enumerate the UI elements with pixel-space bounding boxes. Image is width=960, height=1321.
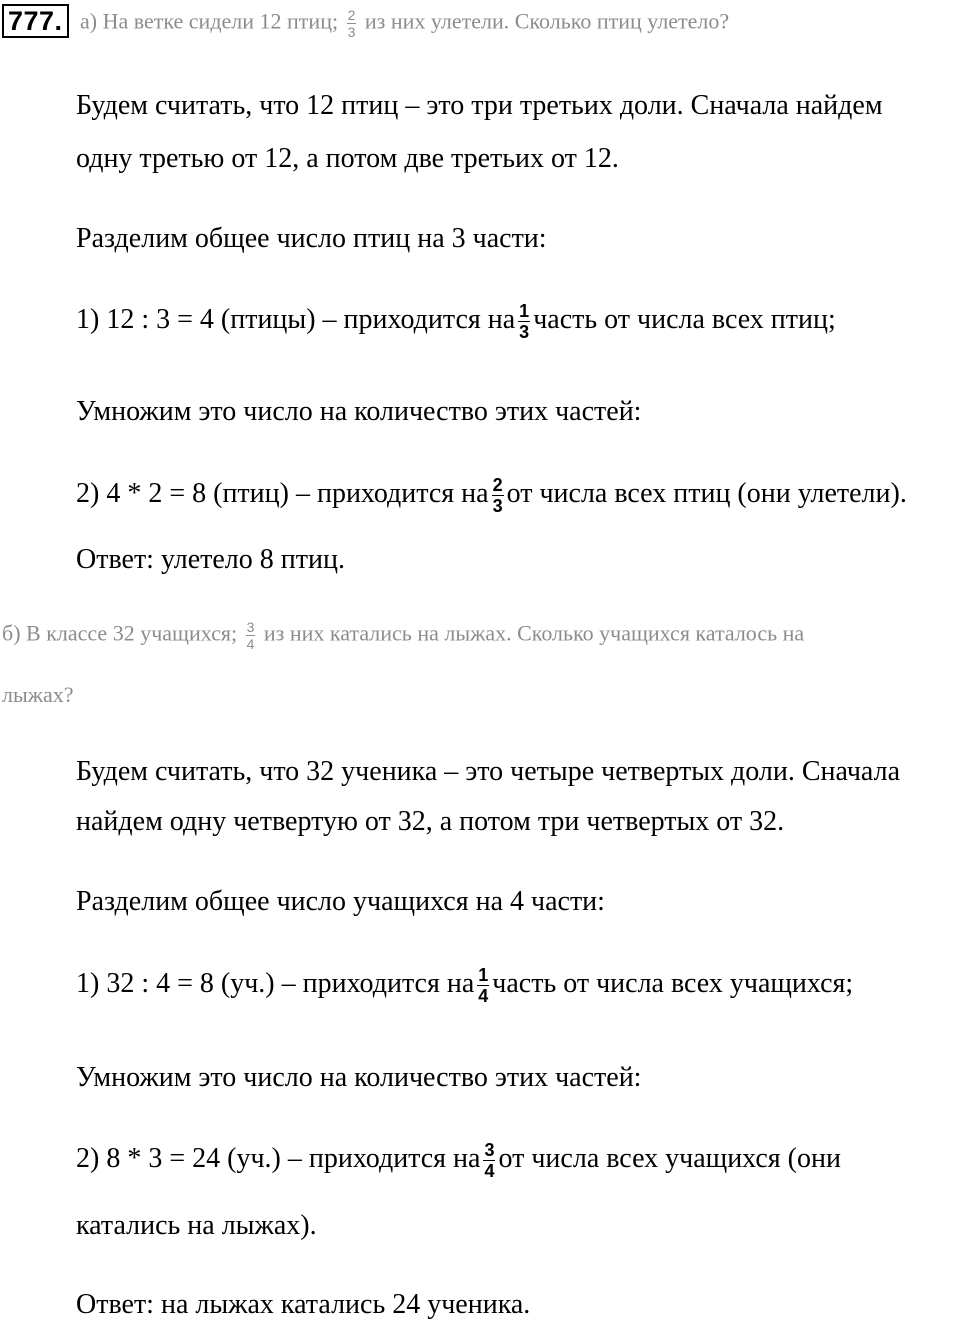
fraction-numerator: 2 xyxy=(492,475,503,495)
part-a-answer: Ответ: улетело 8 птиц. xyxy=(76,544,345,575)
step-text: часть от числа всех учащихся; xyxy=(492,967,854,999)
part-a-divide-note: Разделим общее число птиц на 3 части: xyxy=(76,223,547,254)
part-b-intro-line-1: Будем считать, что 32 ученика – это четыре четвертых доли. Сначала xyxy=(76,756,901,787)
step-text: от числа всех птиц (они улетели). xyxy=(506,477,907,509)
part-a-task-prefix: а) На ветке сидели 12 птиц; xyxy=(80,8,339,34)
fraction-denominator: 4 xyxy=(478,986,489,1006)
part-a-intro-line-1: Будем считать, что 12 птиц – это три третьих доли. Сначала найдем xyxy=(76,90,883,121)
part-b-task-prefix: б) В классе 32 учащихся; xyxy=(2,620,238,646)
part-b-step-2-line-2: катались на лыжах). xyxy=(76,1210,317,1241)
step-fraction xyxy=(483,1141,495,1180)
part-a-task xyxy=(80,8,729,39)
step-text: 2) 4 * 2 = 8 (птиц) – приходится на xyxy=(76,477,489,509)
fraction-numerator: 1 xyxy=(478,965,489,985)
step-text: 1) 12 : 3 = 4 (птицы) – приходится на xyxy=(76,303,516,335)
part-b-intro-line-2: найдем одну четвертую от 32, а потом три четвертых от 32. xyxy=(76,806,785,837)
part-b-task-suffix: из них катались на лыжах. Сколько учащихся каталось на xyxy=(263,620,805,646)
step-text: 1) 32 : 4 = 8 (уч.) – приходится на xyxy=(76,967,475,999)
part-b-task-fraction xyxy=(246,620,256,651)
part-b-divide-note: Разделим общее число учащихся на 4 части: xyxy=(76,886,605,917)
part-a-intro-line-2: одну третью от 12, а потом две третьих от 12. xyxy=(76,143,619,174)
step-fraction xyxy=(518,302,530,341)
fraction-numerator: 1 xyxy=(519,301,530,321)
part-b-step-1 xyxy=(76,966,853,1005)
part-a-step-2 xyxy=(76,476,907,515)
fraction-denominator: 3 xyxy=(519,322,530,342)
fraction-numerator: 3 xyxy=(246,619,255,635)
part-a-task-fraction xyxy=(347,8,357,39)
part-a-step-1 xyxy=(76,302,836,341)
fraction-numerator: 2 xyxy=(347,7,356,23)
part-a-multiply-note: Умножим это число на количество этих частей: xyxy=(76,396,642,427)
part-b-answer: Ответ: на лыжах катались 24 ученика. xyxy=(76,1289,531,1320)
part-b-task xyxy=(2,620,804,651)
part-b-multiply-note: Умножим это число на количество этих частей: xyxy=(76,1062,642,1093)
step-text: 2) 8 * 3 = 24 (уч.) – приходится на xyxy=(76,1142,481,1174)
part-a-task-suffix: из них улетели. Сколько птиц улетело? xyxy=(364,8,730,34)
part-b-task-line-2: лыжах? xyxy=(2,682,74,707)
step-text: от числа всех учащихся (они xyxy=(498,1142,841,1174)
fraction-denominator: 4 xyxy=(484,1161,495,1181)
part-b-step-2 xyxy=(76,1141,841,1180)
fraction-numerator: 3 xyxy=(484,1140,495,1160)
problem-number: 777. xyxy=(2,4,69,38)
fraction-denominator: 4 xyxy=(246,636,255,652)
fraction-denominator: 3 xyxy=(347,24,356,40)
step-text: часть от числа всех птиц; xyxy=(533,303,836,335)
step-fraction xyxy=(492,476,504,515)
step-fraction xyxy=(477,966,489,1005)
fraction-denominator: 3 xyxy=(492,496,503,516)
